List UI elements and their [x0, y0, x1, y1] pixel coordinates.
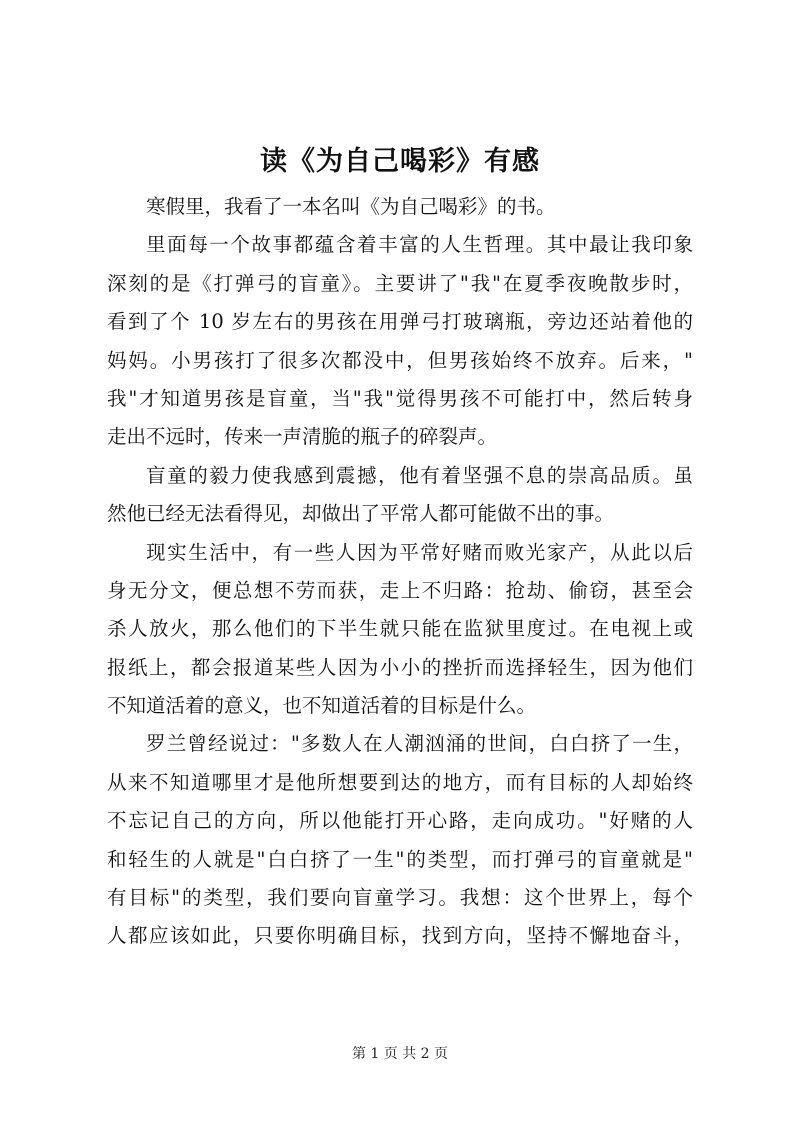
- text-line: 走出不远时，传来一声清脆的瓶子的碎裂声。: [107, 425, 498, 449]
- text-line: 不忘记自己的方向，所以他能打开心路，走向成功。"好赌的人: [107, 809, 693, 833]
- text-line: 里面每一个故事都蕴含着丰富的人生哲理。其中最让我印象: [146, 233, 693, 257]
- text-line: 和轻生的人就是"白白挤了一生"的类型，而打弹弓的盲童就是": [107, 847, 693, 871]
- document-body: [107, 188, 693, 956]
- text-line: 盲童的毅力使我感到震撼，他有着坚强不息的崇高品质。虽: [146, 463, 693, 487]
- text-line: 身无分文，便总想不劳而获，走上不归路：抢劫、偷窃，甚至会: [107, 578, 693, 602]
- page-title: 读《为自己喝彩》有感: [260, 146, 540, 177]
- text-line: 然他已经无法看得见，却做出了平常人都可能做不出的事。: [107, 502, 615, 526]
- text-line: 妈妈。小男孩打了很多次都没中，但男孩始终不放弃。后来，": [107, 348, 693, 372]
- text-line: 报纸上，都会报道某些人因为小小的挫折而选择轻生，因为他们: [107, 655, 693, 679]
- text-line: 看到了个 10 岁左右的男孩在用弹弓打玻璃瓶，旁边还站着他的: [107, 310, 693, 334]
- text-line: 罗兰曾经说过："多数人在人潮汹涌的世间，白白挤了一生，: [146, 732, 693, 756]
- text-line: 杀人放火，那么他们的下半生就只能在监狱里度过。在电视上或: [107, 617, 693, 641]
- text-line: 不知道活着的意义，也不知道活着的目标是什么。: [107, 694, 537, 718]
- text-line: 从来不知道哪里才是他所想要到达的地方，而有目标的人却始终: [107, 770, 693, 794]
- text-line: 现实生活中，有一些人因为平常好赌而败光家产，从此以后: [146, 540, 693, 564]
- text-line: 人都应该如此，只要你明确目标，找到方向，坚持不懈地奋斗，: [107, 924, 693, 948]
- text-line: 寒假里，我看了一本名叫《为自己喝彩》的书。: [146, 195, 556, 218]
- text-line: 我"才知道男孩是盲童，当"我"觉得男孩不可能打中，然后转身: [107, 386, 693, 410]
- text-line: 深刻的是《打弹弓的盲童》。主要讲了"我"在夏季夜晚散步时，: [107, 271, 693, 295]
- page-footer: 第 1 页 共 2 页: [351, 1046, 449, 1062]
- text-line: 有目标"的类型，我们要向盲童学习。我想：这个世界上，每个: [107, 886, 693, 910]
